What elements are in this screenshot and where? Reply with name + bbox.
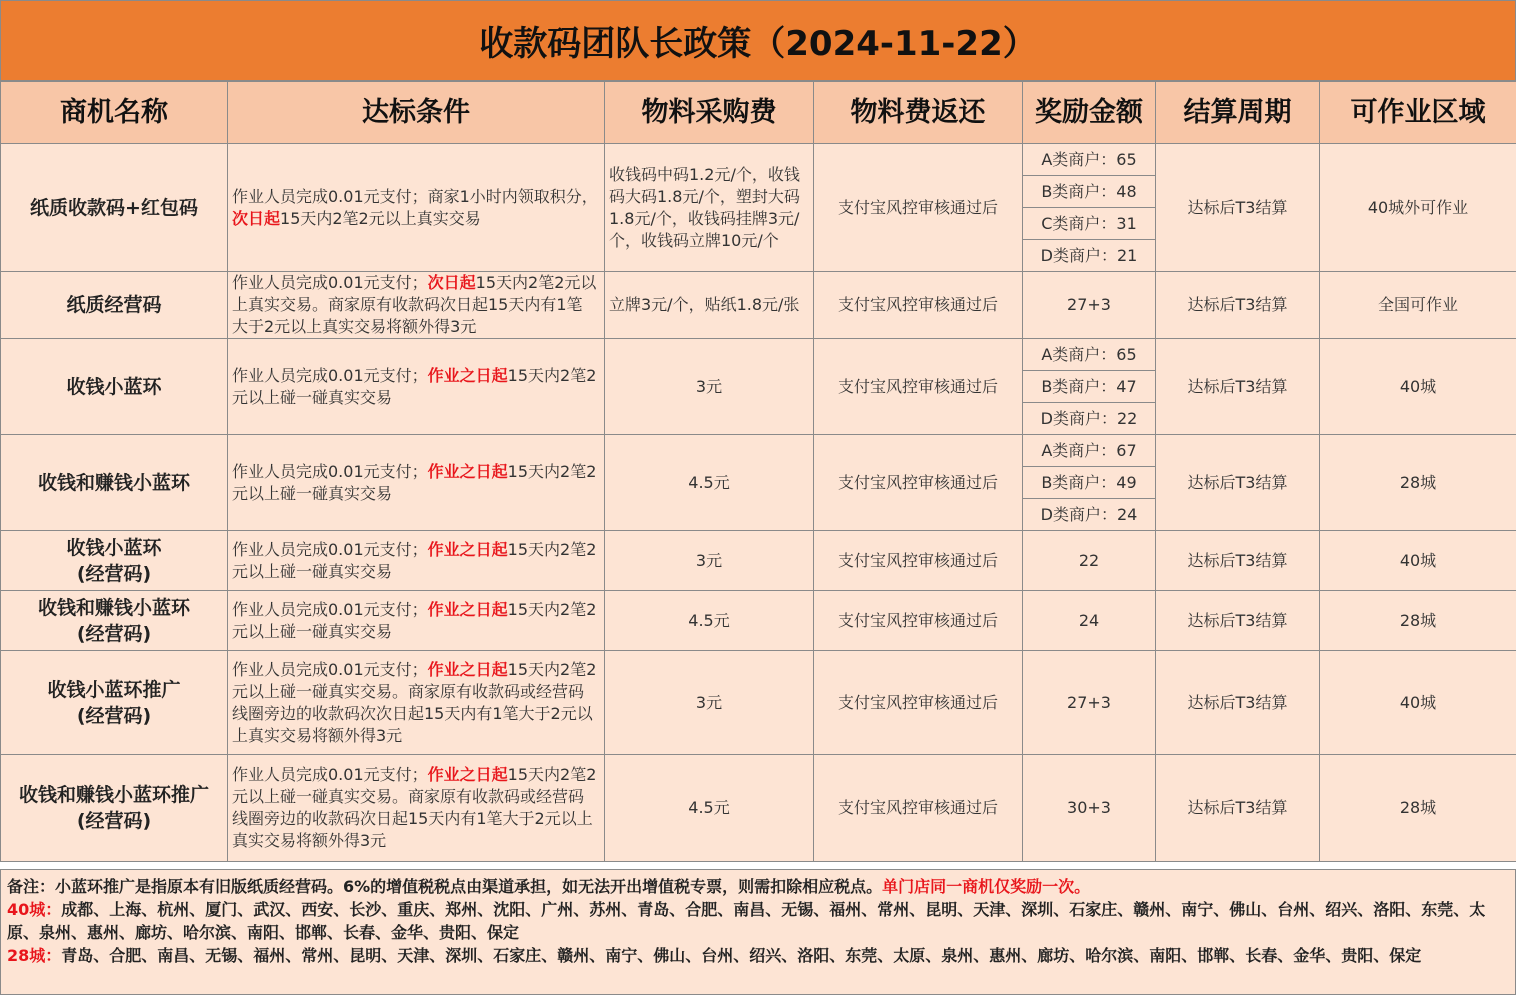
table-row xyxy=(1,651,1516,755)
notes-section xyxy=(0,869,1516,995)
policy-table xyxy=(0,81,1516,862)
city40-list: 40城：成都、上海、杭州、厦门、武汉、西安、长沙、重庆、郑州、沈阳、广州、苏州、青岛、合肥、南昌、无锡、福州、常州、昆明、天津、深圳、石家庄、赣州、南宁、佛山、台州、绍兴、洛阳、东莞、太原、泉州、惠州、廊坊、哈尔滨、南阳、邯郸、长春、金华、贵阳、保定 xyxy=(7,900,1486,942)
region: 40城 xyxy=(1320,339,1516,435)
opportunity-name: 收钱小蓝环推广 (经营码) xyxy=(1,651,228,755)
material-fee: 4.5元 xyxy=(605,591,814,651)
opportunity-name: 纸质收款码+红包码 xyxy=(1,144,228,272)
material-refund: 支付宝风控审核通过后 xyxy=(814,339,1023,435)
material-refund: 支付宝风控审核通过后 xyxy=(814,531,1023,591)
material-refund: 支付宝风控审核通过后 xyxy=(814,755,1023,862)
region: 全国可作业 xyxy=(1320,272,1516,339)
region: 28城 xyxy=(1320,591,1516,651)
material-fee: 3元 xyxy=(605,531,814,591)
reward-amount: 24 xyxy=(1023,591,1156,651)
header-criteria: 达标条件 xyxy=(228,82,605,144)
table-row xyxy=(1,435,1516,467)
header-region: 可作业区域 xyxy=(1320,82,1516,144)
criteria-cell: 作业人员完成0.01元支付；作业之日起15天内2笔2元以上碰一碰真实交易 xyxy=(228,531,605,591)
reward-amount: 27+3 xyxy=(1023,651,1156,755)
table-row xyxy=(1,591,1516,651)
reward-amount: 27+3 xyxy=(1023,272,1156,339)
opportunity-name: 纸质经营码 xyxy=(1,272,228,339)
reward-tier: B类商户：49 xyxy=(1023,467,1156,499)
header-row xyxy=(1,82,1516,144)
opportunity-name: 收钱小蓝环 (经营码) xyxy=(1,531,228,591)
criteria-cell: 作业人员完成0.01元支付；作业之日起15天内2笔2元以上碰一碰真实交易。商家原有收款码或经营码线圈旁边的收款码次次日起15天内有1笔大于2元以上真实交易将额外得3元 xyxy=(228,651,605,755)
settlement-cycle: 达标后T3结算 xyxy=(1156,435,1320,531)
header-reward: 奖励金额 xyxy=(1023,82,1156,144)
header-settlement-cycle: 结算周期 xyxy=(1156,82,1320,144)
region: 28城 xyxy=(1320,755,1516,862)
opportunity-name: 收钱小蓝环 xyxy=(1,339,228,435)
reward-tier: B类商户：48 xyxy=(1023,176,1156,208)
reward-tier: D类商户：22 xyxy=(1023,403,1156,435)
material-refund: 支付宝风控审核通过后 xyxy=(814,651,1023,755)
header-material-refund: 物料费返还 xyxy=(814,82,1023,144)
material-refund: 支付宝风控审核通过后 xyxy=(814,591,1023,651)
criteria-cell: 作业人员完成0.01元支付；次日起15天内2笔2元以上真实交易。商家原有收款码次日起15天内有1笔大于2元以上真实交易将额外得3元 xyxy=(228,272,605,339)
settlement-cycle: 达标后T3结算 xyxy=(1156,531,1320,591)
region: 28城 xyxy=(1320,435,1516,531)
table-row xyxy=(1,144,1516,176)
region: 40城 xyxy=(1320,651,1516,755)
reward-amount: 22 xyxy=(1023,531,1156,591)
reward-tier: D类商户：21 xyxy=(1023,240,1156,272)
material-fee: 3元 xyxy=(605,651,814,755)
header-opportunity-name: 商机名称 xyxy=(1,82,228,144)
reward-tier: A类商户：65 xyxy=(1023,144,1156,176)
settlement-cycle: 达标后T3结算 xyxy=(1156,144,1320,272)
table-row xyxy=(1,755,1516,862)
remark-line: 备注：小蓝环推广是指原本有旧版纸质经营码。6%的增值税税点由渠道承担，如无法开出增值税专票，则需扣除相应税点。单门店同一商机仅奖励一次。 xyxy=(7,877,1091,896)
reward-tier: B类商户：47 xyxy=(1023,371,1156,403)
table-row xyxy=(1,339,1516,371)
city28-list: 28城：青岛、合肥、南昌、无锡、福州、常州、昆明、天津、深圳、石家庄、赣州、南宁、佛山、台州、绍兴、洛阳、东莞、太原、泉州、惠州、廊坊、哈尔滨、南阳、邯郸、长春、金华、贵阳、保定 xyxy=(7,946,1422,965)
criteria-cell: 作业人员完成0.01元支付；作业之日起15天内2笔2元以上碰一碰真实交易。商家原有收款码或经营码线圈旁边的收款码次日起15天内有1笔大于2元以上真实交易将额外得3元 xyxy=(228,755,605,862)
material-fee: 立牌3元/个，贴纸1.8元/张 xyxy=(605,272,814,339)
material-fee: 4.5元 xyxy=(605,435,814,531)
settlement-cycle: 达标后T3结算 xyxy=(1156,651,1320,755)
settlement-cycle: 达标后T3结算 xyxy=(1156,339,1320,435)
header-material-fee: 物料采购费 xyxy=(605,82,814,144)
settlement-cycle: 达标后T3结算 xyxy=(1156,755,1320,862)
table-row xyxy=(1,531,1516,591)
reward-amount: 30+3 xyxy=(1023,755,1156,862)
opportunity-name: 收钱和赚钱小蓝环推广 (经营码) xyxy=(1,755,228,862)
criteria-cell: 作业人员完成0.01元支付；作业之日起15天内2笔2元以上碰一碰真实交易 xyxy=(228,339,605,435)
settlement-cycle: 达标后T3结算 xyxy=(1156,272,1320,339)
reward-tier: A类商户：67 xyxy=(1023,435,1156,467)
reward-tier: A类商户：65 xyxy=(1023,339,1156,371)
material-refund: 支付宝风控审核通过后 xyxy=(814,435,1023,531)
material-fee: 3元 xyxy=(605,339,814,435)
opportunity-name: 收钱和赚钱小蓝环 (经营码) xyxy=(1,591,228,651)
material-fee: 收钱码中码1.2元/个，收钱码大码1.8元/个，塑封大码1.8元/个，收钱码挂牌3元/个，收钱码立牌10元/个 xyxy=(605,144,814,272)
region: 40城 xyxy=(1320,531,1516,591)
table-row xyxy=(1,272,1516,339)
settlement-cycle: 达标后T3结算 xyxy=(1156,591,1320,651)
sheet-title: 收款码团队长政策（2024-11-22） xyxy=(0,0,1516,81)
reward-tier: C类商户：31 xyxy=(1023,208,1156,240)
criteria-cell: 作业人员完成0.01元支付；作业之日起15天内2笔2元以上碰一碰真实交易 xyxy=(228,435,605,531)
material-refund: 支付宝风控审核通过后 xyxy=(814,144,1023,272)
reward-tier: D类商户：24 xyxy=(1023,499,1156,531)
material-refund: 支付宝风控审核通过后 xyxy=(814,272,1023,339)
opportunity-name: 收钱和赚钱小蓝环 xyxy=(1,435,228,531)
region: 40城外可作业 xyxy=(1320,144,1516,272)
criteria-cell: 作业人员完成0.01元支付；商家1小时内领取积分，次日起15天内2笔2元以上真实交易 xyxy=(228,144,605,272)
material-fee: 4.5元 xyxy=(605,755,814,862)
criteria-cell: 作业人员完成0.01元支付；作业之日起15天内2笔2元以上碰一碰真实交易 xyxy=(228,591,605,651)
